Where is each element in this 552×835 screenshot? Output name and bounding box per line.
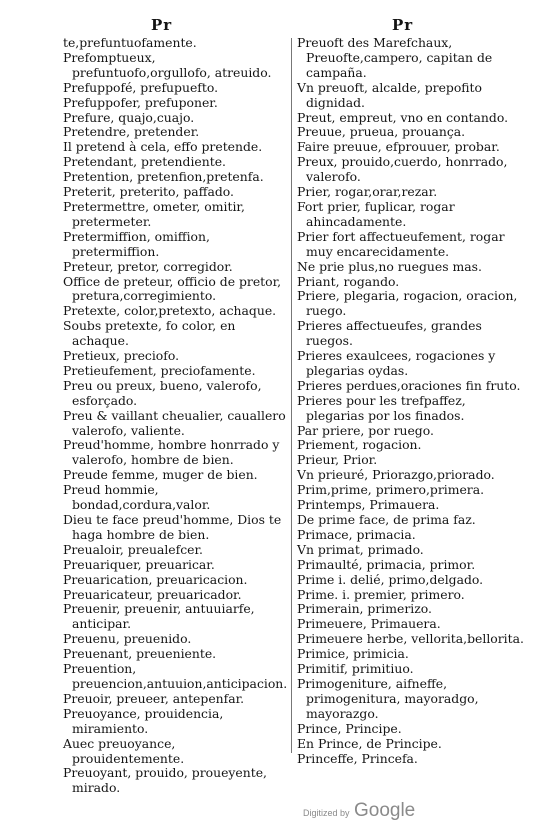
dictionary-entry: Primogeniture, aifneffe, primogenitura, mayoradgo, mayorazgo. xyxy=(297,675,479,721)
dictionary-entry: Primace, primacia. xyxy=(297,526,416,542)
page-header-left: Pr xyxy=(151,16,173,34)
dictionary-entry: Prieres perdues,oraciones fin fruto. xyxy=(297,377,521,393)
dictionary-entry: Printemps, Primauera. xyxy=(297,497,440,513)
right-column xyxy=(297,36,524,766)
dictionary-entry: Preuarication, preuaricacion. xyxy=(63,571,248,587)
dictionary-entry: Pretexte, color,pretexto, achaque. xyxy=(63,303,277,319)
dictionary-entry: Preuoir, preueer, antepenfar. xyxy=(63,690,245,706)
left-column xyxy=(63,36,290,796)
dictionary-entry: Pretieufement, preciofamente. xyxy=(63,362,256,378)
dictionary-entry: Prieres pour les trefpaffez, plegarias por los finados. xyxy=(297,392,466,423)
dictionary-entry: Preu & vaillant cheualier, cauallero valerofo, valiente. xyxy=(63,407,286,438)
dictionary-entry: Preuenant, preueniente. xyxy=(63,646,217,662)
dictionary-entry: Primeuere, Primauera. xyxy=(297,616,441,632)
dictionary-entry: Auec preuoyance, prouidentemente. xyxy=(63,735,185,766)
dictionary-entry: Par priere, por ruego. xyxy=(297,422,434,438)
column-divider xyxy=(291,38,292,753)
dictionary-entry: Vn prieuré, Priorazgo,priorado. xyxy=(297,467,495,483)
dictionary-entry: En Prince, de Principe. xyxy=(297,735,442,751)
page-header-right: Pr xyxy=(392,16,414,34)
dictionary-entry: Prim,prime, primero,primera. xyxy=(297,482,485,498)
dictionary-entry: Preuaricateur, preuaricador. xyxy=(63,586,242,602)
google-logo: Google xyxy=(353,800,416,821)
dictionary-entry: Prieres affectueufes, grandes ruegos. xyxy=(297,318,482,349)
dictionary-entry: Preualoir, preualefcer. xyxy=(63,541,203,557)
dictionary-entry: te,prefuntuofamente. xyxy=(63,35,197,50)
dictionary-entry: Preuenir, preuenir, antuuiarfe, anticipar. xyxy=(63,601,255,632)
digitized-by-watermark xyxy=(303,800,415,822)
dictionary-entry: Preud'homme, hombre honrrado y valerofo, hombre de bien. xyxy=(63,437,280,468)
dictionary-entry: Preterit, preterito, paffado. xyxy=(63,184,234,200)
dictionary-entry: Vn primat, primado. xyxy=(297,541,424,557)
dictionary-entry: Preux, prouido,cuerdo, honrrado, valerofo. xyxy=(297,154,508,185)
dictionary-entry: Office de preteur, officio de pretor, pretura,corregimiento. xyxy=(63,273,282,304)
dictionary-entry: Pretention, pretenfion,pretenfa. xyxy=(63,169,264,185)
dictionary-entry: Preuoyant, prouido, proueyente, mirado. xyxy=(63,765,267,796)
dictionary-entry: Ne prie plus,no ruegues mas. xyxy=(297,258,482,274)
dictionary-entry: Preuoft des Marefchaux, Preuofte,campero, capitan de campaña. xyxy=(297,35,493,80)
dictionary-entry: Soubs pretexte, fo color, en achaque. xyxy=(63,318,236,349)
dictionary-entry: Vn preuoft, alcalde, prepofito dignidad. xyxy=(297,79,483,110)
dictionary-entry: Prieres exaulcees, rogaciones y plegarias oydas. xyxy=(297,348,496,378)
dictionary-entry: Primitif, primitiuo. xyxy=(297,661,414,677)
dictionary-entry: Princeffe, Princefa. xyxy=(297,750,418,766)
dictionary-entry: Preuenu, preuenido. xyxy=(63,631,192,647)
dictionary-entry: Primaulté, primacia, primor. xyxy=(297,556,476,572)
dictionary-entry: Prefure, quajo,cuajo. xyxy=(63,109,195,125)
dictionary-entry: Prince, Principe. xyxy=(297,720,402,736)
dictionary-entry: Pretendre, pretender. xyxy=(63,124,200,140)
dictionary-entry: Pretermiffion, omiffion, pretermiffion. xyxy=(63,228,210,259)
dictionary-entry: Priere, plegaria, rogacion, oracion, ruego. xyxy=(297,288,518,319)
dictionary-entry: Pretermettre, ometer, omitir, pretermeter. xyxy=(63,198,245,229)
dictionary-entry: Prieur, Prior. xyxy=(297,452,378,468)
dictionary-entry: Primice, primicia. xyxy=(297,646,409,662)
dictionary-entry: Prime i. delié, primo,delgado. xyxy=(297,571,484,587)
dictionary-entry: Prier fort affectueufement, rogar muy encarecidamente. xyxy=(297,228,505,259)
dictionary-entry: Preude femme, muger de bien. xyxy=(63,467,258,483)
dictionary-entry: Prefomptueux, prefuntuofo,orgullofo, atreuido. xyxy=(63,49,272,80)
dictionary-entry: De prime face, de prima faz. xyxy=(297,512,476,527)
dictionary-entry: Prime. i. premier, primero. xyxy=(297,586,465,602)
dictionary-entry: Prier, rogar,orar,rezar. xyxy=(297,184,438,200)
dictionary-entry: Primeuere herbe, vellorita,bellorita. xyxy=(297,631,524,647)
dictionary-entry: Priant, rogando. xyxy=(297,273,400,289)
dictionary-entry: Pretendant, pretendiente. xyxy=(63,154,226,170)
dictionary-entry: Preut, empreut, vno en contando. xyxy=(297,109,509,125)
dictionary-entry: Preuention, preuencion,antuuion,anticipacion. xyxy=(63,661,288,691)
dictionary-entry: Prefuppofer, prefuponer. xyxy=(63,94,218,110)
digitized-by-label: Digitized by xyxy=(303,808,350,818)
dictionary-entry: Pretieux, preciofo. xyxy=(63,348,180,364)
dictionary-entry: Preu ou preux, bueno, valerofo, esforçado. xyxy=(63,377,262,408)
dictionary-entry: Preud hommie, bondad,cordura,valor. xyxy=(63,482,211,513)
dictionary-entry: Preuariquer, preuaricar. xyxy=(63,556,215,572)
dictionary-entry: Prefuppofé, prefupuefto. xyxy=(63,79,219,95)
dictionary-entry: Fort prier, fuplicar, rogar ahincadamente. xyxy=(297,198,455,229)
dictionary-entry: Preuue, prueua, prouança. xyxy=(297,124,466,140)
dictionary-entry: Priement, rogacion. xyxy=(297,437,422,453)
dictionary-entry: Dieu te face preud'homme, Dios te haga hombre de bien. xyxy=(63,512,282,542)
dictionary-entry: Il pretend à cela, effo pretende. xyxy=(63,139,263,155)
dictionary-entry: Faire preuue, efprouuer, probar. xyxy=(297,139,500,155)
dictionary-entry: Preteur, pretor, corregidor. xyxy=(63,258,233,274)
dictionary-entry: Primerain, primerizo. xyxy=(297,601,432,617)
dictionary-entry: Preuoyance, prouidencia, miramiento. xyxy=(63,705,224,736)
